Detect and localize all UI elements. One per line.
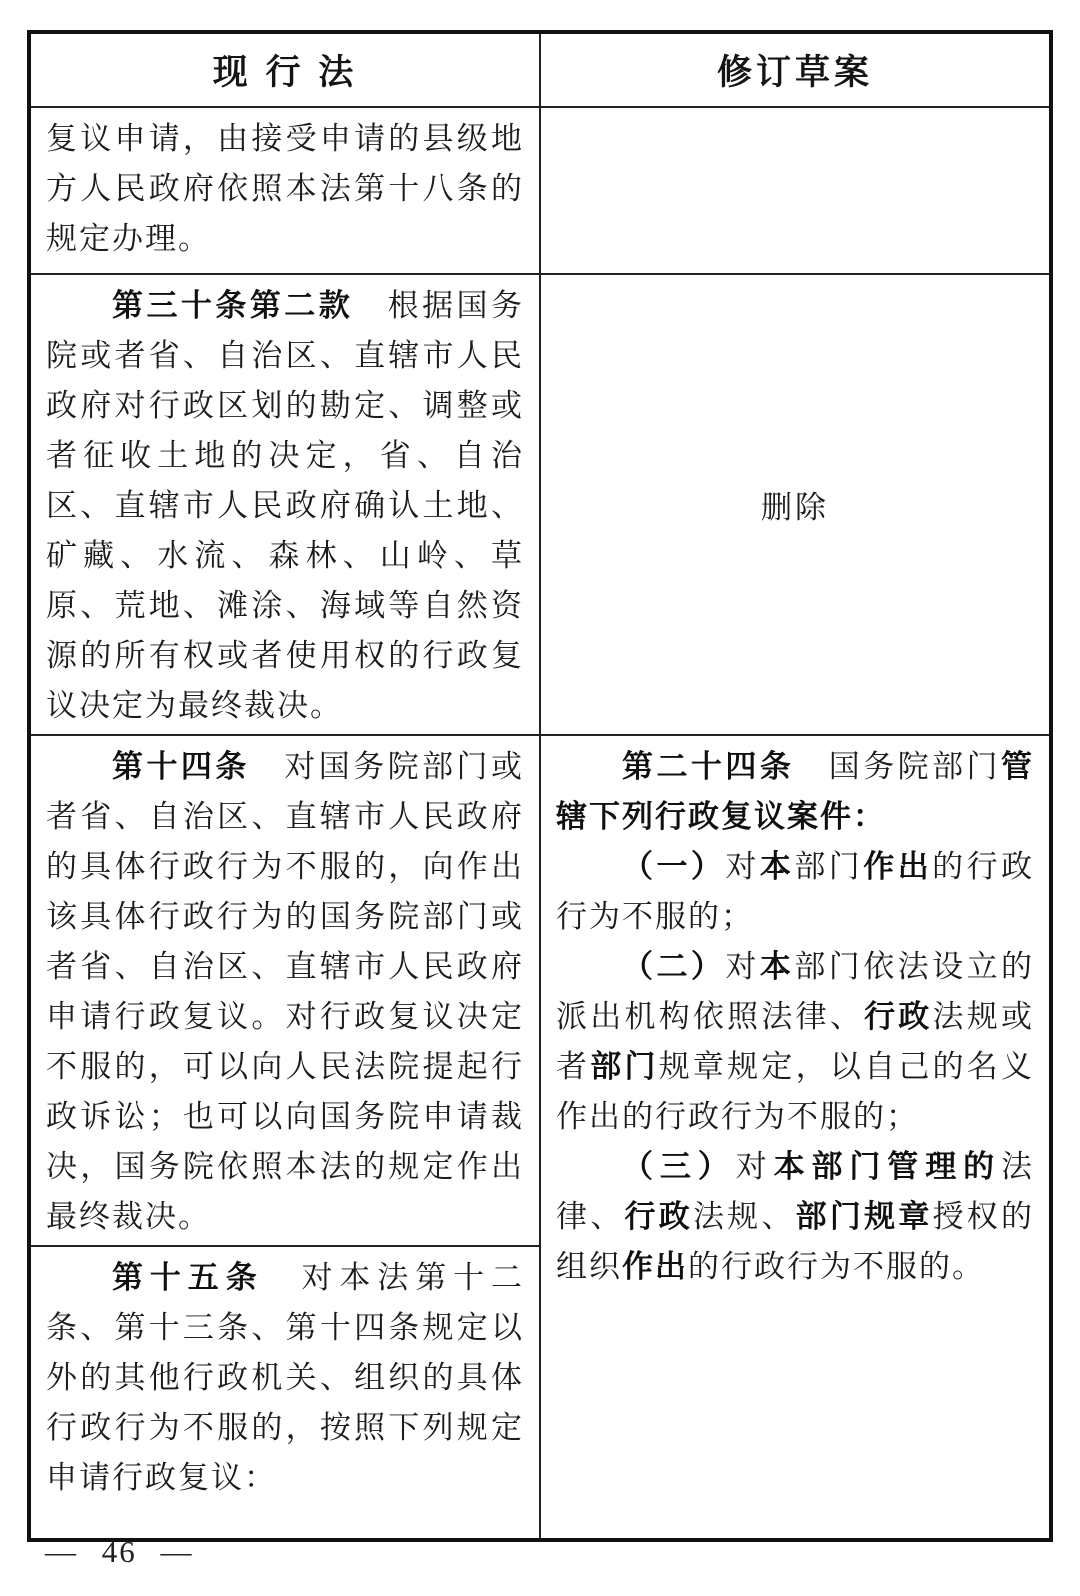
table-row: [29, 735, 1051, 1246]
current-law-cell-article-30: [29, 274, 540, 735]
column-header-current-law: 现 行 法: [29, 32, 540, 107]
paragraph-continuation: 复议申请，由接受申请的县级地方人民政府依照本法第十八条的规定办理。: [46, 121, 524, 256]
paragraph-article-24-intro: 第二十四条 国务院部门管辖下列行政复议案件：: [556, 749, 1035, 834]
paragraph-article-24-item-1: （一）对本部门作出的行政行为不服的；: [556, 849, 1035, 934]
paragraph-article-24-item-3: （三）对本部门管理的法律、行政法规、部门规章授权的组织作出的行政行为不服的。: [556, 1149, 1035, 1284]
current-law-cell-article-15: [29, 1246, 540, 1540]
table-row: [29, 274, 1051, 735]
page-number: — 46 —: [45, 1534, 194, 1569]
table-header-row: [29, 32, 1051, 107]
paragraph-article-24-item-2: （二）对本部门依法设立的派出机构依照法律、行政法规或者部门规章规定，以自己的名义作出的行政行为不服的；: [556, 949, 1035, 1134]
column-header-revision-draft: 修订草案: [540, 32, 1051, 107]
law-comparison-table: [27, 30, 1053, 1542]
deleted-label: 删除: [761, 490, 829, 525]
paragraph-article-15: 第十五条 对本法第十二条、第十三条、第十四条规定以外的其他行政机关、组织的具体行政行为不服的，按照下列规定申请行政复议：: [46, 1260, 525, 1495]
paragraph-article-14: 第十四条 对国务院部门或者省、自治区、直辖市人民政府的具体行政行为不服的，向作出该具体行政行为的国务院部门或者省、自治区、直辖市人民政府申请行政复议。对行政复议决定不服的，可以向人民法院提起行政诉讼；也可以向国务院申请裁决，国务院依照本法的规定作出最终裁决。: [46, 749, 525, 1234]
table-row: [29, 107, 1051, 274]
paragraph-article-30-clause-2: 第三十条第二款 根据国务院或者省、自治区、直辖市人民政府对行政区划的勘定、调整或者征收土地的决定，省、自治区、直辖市人民政府确认土地、矿藏、水流、森林、山岭、草原、荒地、滩涂、海域等自然资源的所有权或者使用权的行政复议决定为最终裁决。: [46, 288, 525, 723]
revision-draft-cell-article-24: [540, 735, 1051, 1540]
revision-draft-cell-deleted: [540, 274, 1051, 735]
current-law-cell-article-14: [29, 735, 540, 1246]
current-law-cell-continuation: [29, 107, 540, 274]
revision-draft-cell-empty: [540, 107, 1051, 274]
